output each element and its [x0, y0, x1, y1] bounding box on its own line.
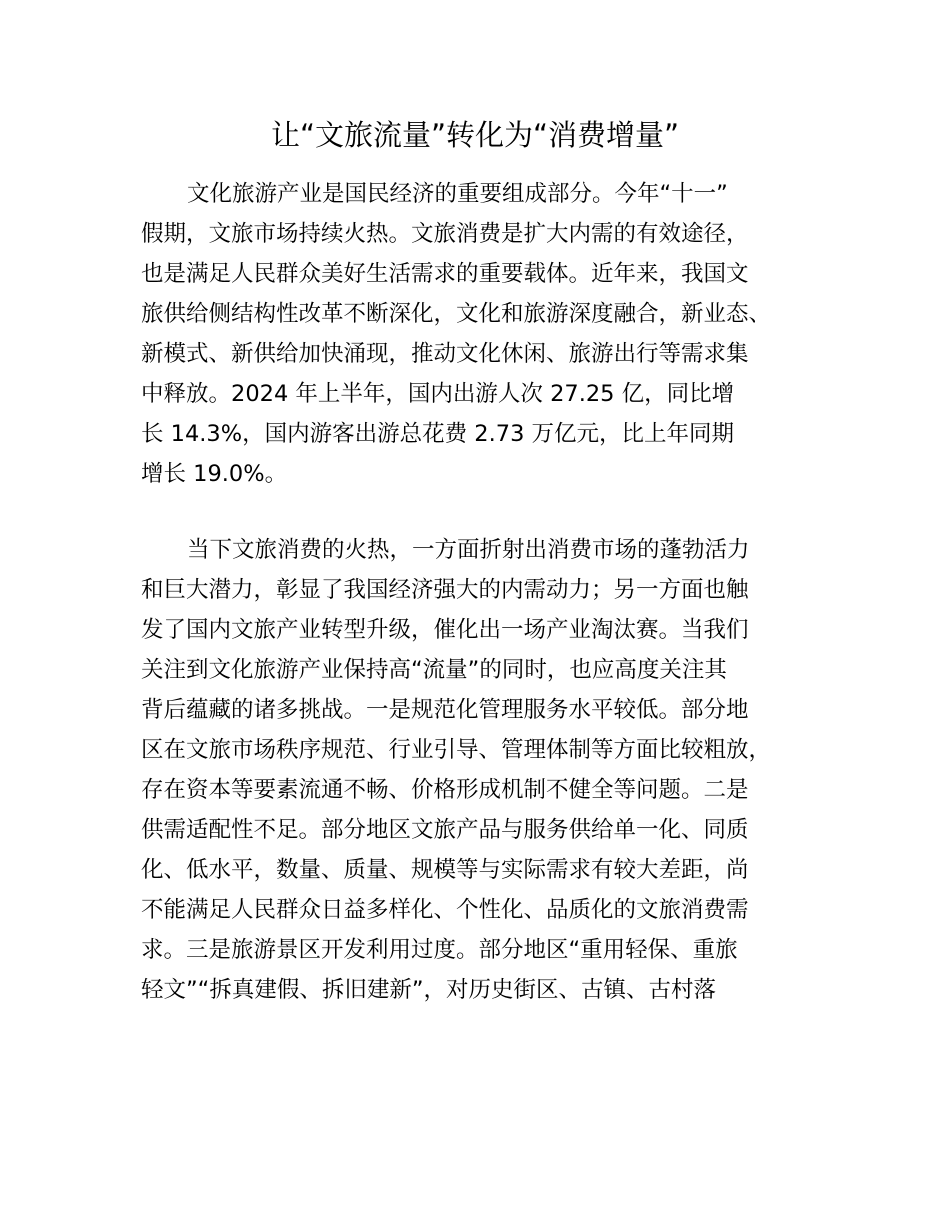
- paragraph-1: [141, 174, 841, 494]
- text-line: 存在资本等要素流通不畅、价格形成机制不健全等问题。二是: [141, 777, 749, 803]
- text-line: 轻文”“拆真建假、拆旧建新”，对历史街区、古镇、古村落: [141, 977, 716, 1003]
- text-line: 化、低水平，数量、质量、规模等与实际需求有较大差距，尚: [141, 857, 749, 883]
- text-line: 发了国内文旅产业转型升级，催化出一场产业淘汰赛。当我们: [141, 617, 749, 643]
- text-line: 背后蕴藏的诸多挑战。一是规范化管理服务水平较低。部分地: [141, 697, 749, 723]
- paragraph-2: [141, 530, 841, 1010]
- text-line: 区在文旅市场秩序规范、行业引导、管理体制等方面比较粗放，: [141, 737, 772, 763]
- text-line: 文化旅游产业是国民经济的重要组成部分。今年“十一”: [187, 181, 728, 207]
- document-title: 让“文旅流量”转化为“消费增量”: [270, 118, 680, 152]
- text-line: 也是满足人民群众美好生活需求的重要载体。近年来，我国文: [141, 261, 749, 287]
- text-line: 不能满足人民群众日益多样化、个性化、品质化的文旅消费需: [141, 897, 749, 923]
- text-line: 增长 19.0%。: [141, 461, 288, 487]
- text-line: 当下文旅消费的火热，一方面折射出消费市场的蓬勃活力: [187, 537, 750, 563]
- text-line: 求。三是旅游景区开发利用过度。部分地区“重用轻保、重旅: [141, 937, 738, 963]
- text-line: 中释放。2024 年上半年，国内出游人次 27.25 亿，同比增: [141, 381, 735, 407]
- text-line: 和巨大潜力，彰显了我国经济强大的内需动力；另一方面也触: [141, 577, 749, 603]
- text-line: 新模式、新供给加快涌现，推动文化休闲、旅游出行等需求集: [141, 341, 749, 367]
- text-line: 关注到文化旅游产业保持高“流量”的同时，也应高度关注其: [141, 657, 727, 683]
- text-line: 假期，文旅市场持续火热。文旅消费是扩大内需的有效途径，: [141, 221, 749, 247]
- text-line: 供需适配性不足。部分地区文旅产品与服务供给单一化、同质: [141, 817, 749, 843]
- text-line: 长 14.3%，国内游客出游总花费 2.73 万亿元，比上年同期: [141, 421, 735, 447]
- text-line: 旅供给侧结构性改革不断深化，文化和旅游深度融合，新业态、: [141, 301, 772, 327]
